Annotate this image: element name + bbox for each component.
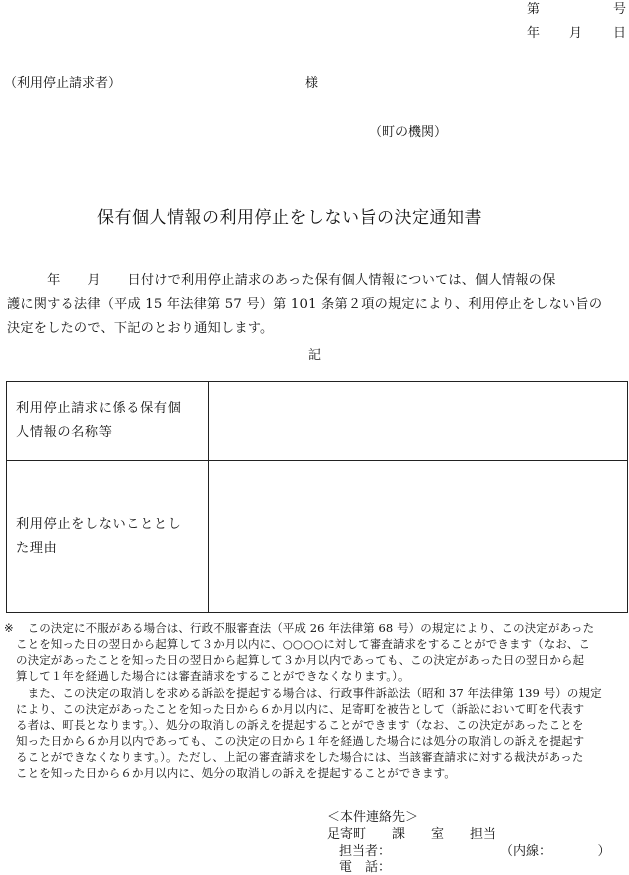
note-line: の決定があったことを知った日の翌日から起算して３か月以内であっても、この決定があった日の翌日から起	[16, 653, 585, 667]
row-value-info-name	[209, 382, 628, 461]
contact-extension: （内線： ）	[500, 844, 611, 859]
note-mark: ※	[4, 621, 14, 635]
contact-department: 足寄町 課 室 担当	[327, 827, 497, 842]
date-day: 日	[613, 26, 627, 41]
date-year: 年	[527, 26, 541, 41]
row-label-line: 利用停止をしないこととし	[16, 516, 182, 532]
table-row	[7, 382, 628, 461]
body-line-1: 年 月 日付けで利用停止請求のあった保有個人情報については、個人情報の保	[7, 273, 556, 288]
number-prefix: 第	[527, 2, 541, 17]
note-line: 算して１年を経過した場合には審査請求をすることができなくなります。）。	[16, 669, 410, 683]
body-line-2: 護に関する法律（平成 15 年法律第 57 号）第 101 条第２項の規定により、利用停止をしない旨の	[7, 297, 603, 312]
date-month: 月	[569, 26, 583, 41]
issuer-label: （町の機関）	[369, 125, 448, 140]
row-label-line: た理由	[16, 540, 58, 556]
note-line: また、この決定の取消しを求める訴訟を提起する場合は、行政事件訴訟法（昭和 37 年法律第 139 号）の規定	[16, 686, 602, 700]
honorific: 様	[305, 76, 319, 91]
document-title: 保有個人情報の利用停止をしない旨の決定通知書	[97, 208, 482, 228]
note-line: る者は、町長となります。）、処分の取消しの訴えを提起することができます（なお、この決定があったことを	[16, 718, 584, 732]
row-value-reason	[209, 461, 628, 613]
note-line: ことを知った日から６か月以内に、処分の取消しの訴えを提起することができます。	[16, 766, 456, 780]
row-label-reason	[7, 461, 209, 613]
note-line: により、この決定があったことを知った日から６か月以内に、足寄町を被告として（訴訟において町を代表す	[16, 702, 585, 716]
contact-phone-label: 電 話：	[339, 860, 392, 875]
body-line-3: 決定をしたので、下記のとおり通知します。	[7, 321, 274, 336]
table-row	[7, 461, 628, 613]
requester-label: （利用停止請求者）	[4, 76, 122, 91]
note-line: 知った日から６か月以内であっても、この決定の日から１年を経過した場合には処分の取消しの訴えを提起す	[16, 734, 585, 748]
note-line: この決定に不服がある場合は、行政不服審査法（平成 26 年法律第 68 号）の規定により、この決定があった	[16, 621, 595, 635]
row-label-line: 人情報の名称等	[16, 425, 113, 440]
row-label-info-name	[7, 382, 209, 461]
contact-heading: ＜本件連絡先＞	[327, 810, 419, 825]
note-line: ることができなくなります。）。ただし、上記の審査請求をした場合には、当該審査請求に対する裁決があった	[16, 750, 584, 764]
row-label-line: 利用停止請求に係る保有個	[16, 401, 182, 416]
note-line: ことを知った日の翌日から起算して３か月以内に、○○○○に対して審査請求をすることができます（なお、こ	[16, 637, 591, 651]
decision-table	[6, 381, 628, 613]
ki-marker: 記	[308, 348, 322, 363]
number-suffix: 号	[613, 2, 627, 17]
contact-person-label: 担当者：	[339, 844, 392, 859]
